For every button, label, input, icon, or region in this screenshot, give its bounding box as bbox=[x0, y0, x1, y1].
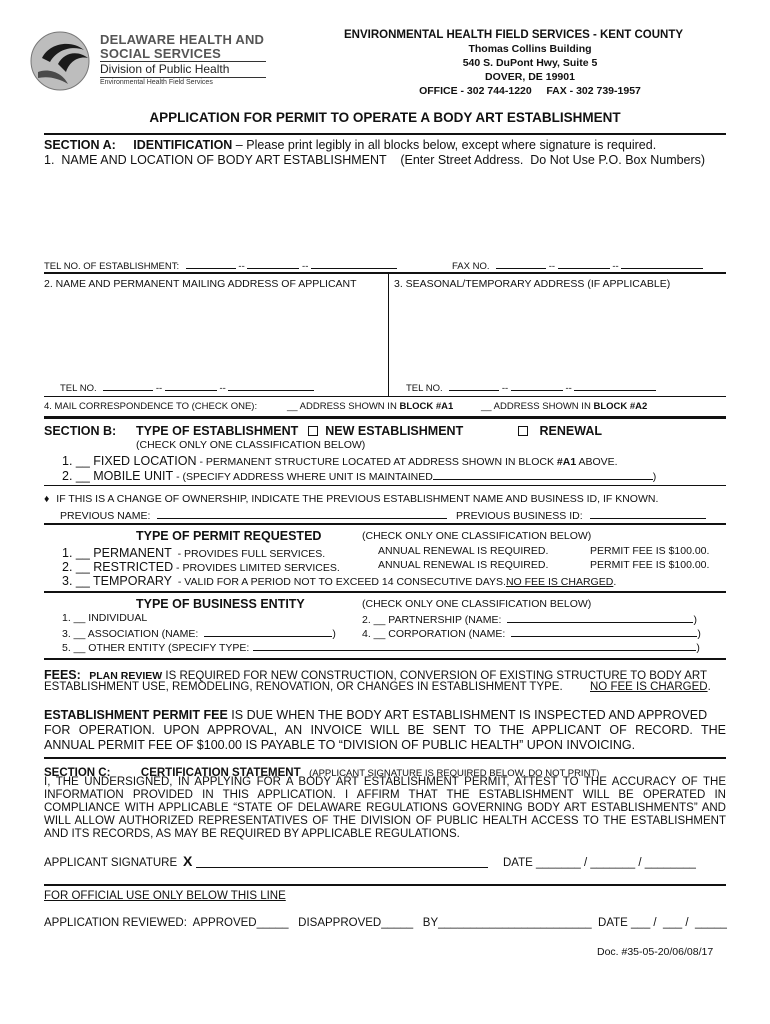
form-title: APPLICATION FOR PERMIT TO OPERATE A BODY ART ESTABLISHMENT bbox=[149, 110, 621, 125]
establishment-tel-label: TEL NO. OF ESTABLISHMENT: bbox=[44, 261, 180, 272]
permanent-renewal-note: ANNUAL RENEWAL IS REQUIRED. bbox=[378, 545, 549, 557]
permanent-permit-label: 1. __ PERMANENT bbox=[62, 546, 172, 560]
rule-before-ownership bbox=[44, 485, 726, 486]
office-address: 540 S. DuPont Hwy, Suite 5 bbox=[462, 57, 598, 69]
fees-dot: . bbox=[707, 681, 711, 693]
logo-line2: SOCIAL SERVICES bbox=[100, 46, 221, 61]
signature-date-field[interactable]: DATE _______ / _______ / ________ bbox=[503, 857, 696, 869]
dhss-emblem-icon bbox=[28, 28, 96, 92]
applicant-tel-label: TEL NO. bbox=[60, 383, 97, 394]
restricted-renewal-note: ANNUAL RENEWAL IS REQUIRED. bbox=[378, 559, 549, 571]
office-city: DOVER, DE 19901 bbox=[485, 71, 575, 83]
corporation-option[interactable] bbox=[362, 626, 701, 640]
renewal-option bbox=[512, 424, 602, 438]
new-establishment-checkbox[interactable] bbox=[308, 426, 318, 436]
certification-line-5: AND ITS RECORDS, AS MAY BE REQUIRED BY APPLICABLE REGULATIONS. bbox=[44, 828, 460, 840]
other-entity-close: ) bbox=[696, 642, 700, 654]
individual-option[interactable]: 1. __ INDIVIDUAL bbox=[62, 612, 148, 624]
section-a-top-rule bbox=[44, 133, 726, 135]
corporation-label: 4. __ CORPORATION (NAME: bbox=[362, 628, 506, 640]
corporation-close: ) bbox=[697, 628, 701, 640]
establishment-fax-field[interactable]: -- -- bbox=[492, 261, 703, 272]
office-title: ENVIRONMENTAL HEALTH FIELD SERVICES - KENT COUNTY bbox=[344, 29, 684, 41]
fees-text-1: IS REQUIRED FOR NEW CONSTRUCTION, CONVERSION OF EXISTING STRUCTURE TO BODY ART bbox=[162, 670, 707, 682]
restricted-permit-label: 2. __ RESTRICTED bbox=[62, 560, 174, 574]
other-entity-label: 5. __ OTHER ENTITY (SPECIFY TYPE: bbox=[62, 642, 250, 654]
other-entity-field[interactable] bbox=[253, 640, 696, 651]
section-b-label: SECTION B: bbox=[44, 424, 117, 438]
mail-to-a1-text: __ ADDRESS SHOWN IN bbox=[287, 401, 400, 412]
partnership-option[interactable] bbox=[362, 612, 697, 626]
previous-name-row bbox=[60, 508, 447, 522]
fees-label: FEES: bbox=[44, 668, 81, 682]
agency-logo bbox=[28, 28, 273, 92]
logo-division: Division of Public Health bbox=[100, 62, 230, 76]
permit-type-title: TYPE OF PERMIT REQUESTED bbox=[136, 529, 322, 543]
permit-fee-text-1: IS DUE WHEN THE BODY ART ESTABLISHMENT IS INSPECTED AND APPROVED bbox=[227, 708, 708, 722]
fixed-location-label: 1. __ FIXED LOCATION bbox=[62, 454, 197, 468]
section-a-instruction: – Please print legibly in all blocks below, except where signature is required. bbox=[232, 138, 657, 152]
previous-business-id-field[interactable] bbox=[590, 508, 706, 519]
office-phones: OFFICE - 302 744-1220 FAX - 302 739-1957 bbox=[419, 85, 641, 97]
rule-before-entity bbox=[44, 591, 726, 593]
permit-fee-line-2: FOR OPERATION. UPON APPROVAL, AN INVOICE WILL BE SENT TO THE APPLICANT OF RECORD. THE bbox=[44, 723, 726, 737]
association-close: ) bbox=[332, 628, 336, 640]
logo-line1: DELAWARE HEALTH AND bbox=[100, 32, 265, 47]
certification-line-4: WILL ALLOW AUTHORIZED REPRESENTATIVES OF THE DIVISION OF PUBLIC HEALTH ACCESS TO THE ESTABLISHMENT bbox=[44, 815, 726, 827]
establishment-type-title bbox=[136, 424, 463, 438]
corporation-name-field[interactable] bbox=[511, 626, 697, 637]
mail-to-block-a1-option[interactable] bbox=[287, 401, 453, 412]
signature-x-mark: X bbox=[183, 853, 193, 869]
establishment-name-location-field[interactable] bbox=[44, 170, 726, 254]
item-1-label: 1. NAME AND LOCATION OF BODY ART ESTABLISHMENT (Enter Street Address. Do Not Use P.O. Box Numbers) bbox=[44, 153, 706, 167]
temporary-dot: . bbox=[613, 576, 617, 588]
ownership-change-note bbox=[44, 493, 658, 505]
temporary-permit-desc: - VALID FOR A PERIOD NOT TO EXCEED 14 CONSECUTIVE DAYS. bbox=[172, 576, 506, 588]
mobile-unit-desc: - (SPECIFY ADDRESS WHERE UNIT IS MAINTAINED bbox=[173, 471, 433, 483]
establishment-fax-row bbox=[452, 258, 703, 272]
applicant-mailing-address-field[interactable] bbox=[44, 294, 384, 374]
fees-text-2: ESTABLISHMENT USE, REMODELING, RENOVATION, OR CHANGES IN ESTABLISHMENT TYPE. bbox=[44, 681, 563, 693]
renewal-label: RENEWAL bbox=[539, 424, 602, 438]
establishment-fax-label: FAX NO. bbox=[452, 261, 490, 272]
mail-to-block-a2-option[interactable] bbox=[481, 401, 647, 412]
section-c-note: (APPLICANT SIGNATURE IS REQUIRED BELOW. DO NOT PRINT) bbox=[309, 768, 600, 779]
office-building: Thomas Collins Building bbox=[468, 43, 592, 55]
entity-type-title: TYPE OF BUSINESS ENTITY bbox=[136, 597, 305, 611]
application-reviewed-row: APPLICATION REVIEWED: APPROVED_____ DISAPPROVED_____ BY________________________ DATE ___ / ___ / _____ bbox=[44, 917, 727, 929]
certification-line-1: I, THE UNDERSIGNED, IN APPLYING FOR A BODY ART ESTABLISHMENT PERMIT, ATTEST TO THE ACCURACY OF THE bbox=[44, 776, 726, 788]
mail-to-a1-block: BLOCK #A1 bbox=[399, 401, 454, 412]
establishment-tel-field[interactable]: -- -- bbox=[182, 261, 397, 272]
mobile-unit-label: 2. __ MOBILE UNIT bbox=[62, 469, 174, 483]
fixed-location-desc: - PERMANENT STRUCTURE LOCATED AT ADDRESS SHOWN IN BLOCK bbox=[196, 456, 557, 468]
restricted-permit-desc: - PROVIDES LIMITED SERVICES. bbox=[173, 562, 340, 574]
item-3-label: 3. SEASONAL/TEMPORARY ADDRESS (IF APPLICABLE) bbox=[394, 278, 671, 290]
other-entity-option[interactable] bbox=[62, 640, 700, 654]
fees-line-2 bbox=[44, 681, 563, 693]
mobile-unit-option[interactable] bbox=[62, 467, 656, 485]
section-a-heading bbox=[44, 138, 656, 152]
section-c-title: CERTIFICATION STATEMENT bbox=[140, 767, 301, 779]
permit-fee-line-1 bbox=[44, 708, 707, 722]
permit-fee-bold: ESTABLISHMENT PERMIT FEE bbox=[44, 708, 228, 722]
section-c-label: SECTION C: bbox=[44, 767, 111, 779]
permit-type-note: (CHECK ONLY ONE CLASSIFICATION BELOW) bbox=[362, 530, 592, 542]
permit-fee-line-3: ANNUAL PERMIT FEE OF $100.00 IS PAYABLE TO “DIVISION OF PUBLIC HEALTH” UPON INVOICING. bbox=[44, 738, 636, 752]
temporary-no-fee: NO FEE IS CHARGED bbox=[505, 576, 614, 588]
fixed-location-end: ABOVE. bbox=[576, 456, 618, 468]
association-option[interactable] bbox=[62, 626, 336, 640]
item-2-label: 2. NAME AND PERMANENT MAILING ADDRESS OF APPLICANT bbox=[44, 278, 357, 290]
certification-line-3: COMPLIANCE WITH APPLICABLE “STATE OF DELAWARE REGULATIONS GOVERNING BODY ART ESTABLISHMENTS” AND bbox=[44, 802, 726, 814]
renewal-checkbox[interactable] bbox=[518, 426, 528, 436]
ownership-change-text: IF THIS IS A CHANGE OF OWNERSHIP, INDICATE THE PREVIOUS ESTABLISHMENT NAME AND BUSINESS ID, IF KNOWN. bbox=[56, 493, 659, 505]
establishment-type-label: TYPE OF ESTABLISHMENT bbox=[136, 424, 299, 438]
rule-before-permit bbox=[44, 523, 726, 525]
diamond-bullet-icon: ♦ bbox=[44, 493, 50, 505]
mobile-unit-address-field[interactable] bbox=[433, 469, 653, 480]
restricted-fee-note: PERMIT FEE IS $100.00. bbox=[590, 559, 710, 571]
establishment-type-note: (CHECK ONLY ONE CLASSIFICATION BELOW) bbox=[136, 439, 366, 451]
previous-id-row bbox=[456, 508, 706, 522]
certification-line-2: INFORMATION PROVIDED IN THIS APPLICATION. I AFFIRM THAT THE ESTABLISHMENT WILL BE OPERATED IN bbox=[44, 789, 726, 801]
seasonal-tel-field[interactable]: -- -- bbox=[445, 383, 656, 394]
applicant-tel-row bbox=[60, 380, 314, 394]
section-a-label: SECTION A: bbox=[44, 138, 116, 152]
previous-name-field[interactable] bbox=[157, 508, 447, 519]
section-c-top-rule bbox=[44, 757, 726, 759]
rule-before-fees bbox=[44, 658, 726, 660]
fees-no-fee-text: NO FEE IS CHARGED bbox=[590, 681, 708, 693]
mail-to-a2-text: __ ADDRESS SHOWN IN bbox=[481, 401, 594, 412]
new-establishment-label: NEW ESTABLISHMENT bbox=[325, 424, 464, 438]
block-divider-vertical bbox=[388, 274, 389, 396]
rule-after-tel bbox=[44, 272, 726, 274]
fixed-location-block: #A1 bbox=[556, 456, 577, 468]
official-use-label: FOR OFFICIAL USE ONLY BELOW THIS LINE bbox=[44, 890, 286, 902]
partnership-close: ) bbox=[693, 614, 697, 626]
seasonal-address-field[interactable] bbox=[394, 294, 724, 374]
signature-label: APPLICANT SIGNATURE bbox=[44, 857, 178, 869]
temporary-permit-label: 3. __ TEMPORARY bbox=[62, 574, 172, 588]
section-a-title: IDENTIFICATION bbox=[133, 138, 233, 152]
applicant-signature-field[interactable] bbox=[196, 867, 488, 868]
rule-before-item-4 bbox=[44, 396, 726, 397]
partnership-name-field[interactable] bbox=[507, 612, 693, 623]
fees-no-fee bbox=[590, 681, 711, 693]
association-name-field[interactable] bbox=[204, 626, 332, 637]
applicant-tel-field[interactable]: -- -- bbox=[99, 383, 314, 394]
document-number: Doc. #35-05-20/06/08/17 bbox=[597, 946, 714, 958]
logo-sub: Environmental Health Field Services bbox=[100, 79, 213, 86]
logo-divider-2 bbox=[100, 77, 266, 78]
mobile-unit-close: ) bbox=[652, 471, 657, 483]
temporary-permit-option[interactable] bbox=[62, 572, 616, 590]
entity-type-note: (CHECK ONLY ONE CLASSIFICATION BELOW) bbox=[362, 598, 592, 610]
previous-business-id-label: PREVIOUS BUSINESS ID: bbox=[456, 510, 583, 522]
mail-to-a2-block: BLOCK #A2 bbox=[593, 401, 648, 412]
section-b-top-rule bbox=[44, 416, 726, 419]
establishment-tel-row bbox=[44, 258, 397, 272]
seasonal-tel-row bbox=[406, 380, 656, 394]
plan-review-label: PLAN REVIEW bbox=[89, 670, 163, 682]
permanent-permit-desc: - PROVIDES FULL SERVICES. bbox=[171, 548, 326, 560]
previous-name-label: PREVIOUS NAME: bbox=[60, 510, 151, 522]
association-label: 3. __ ASSOCIATION (NAME: bbox=[62, 628, 199, 640]
partnership-label: 2. __ PARTNERSHIP (NAME: bbox=[362, 614, 502, 626]
item-4-label: 4. MAIL CORRESPONDENCE TO (CHECK ONE): bbox=[44, 401, 258, 412]
official-use-rule bbox=[44, 884, 726, 886]
seasonal-tel-label: TEL NO. bbox=[406, 383, 443, 394]
permanent-fee-note: PERMIT FEE IS $100.00. bbox=[590, 545, 710, 557]
